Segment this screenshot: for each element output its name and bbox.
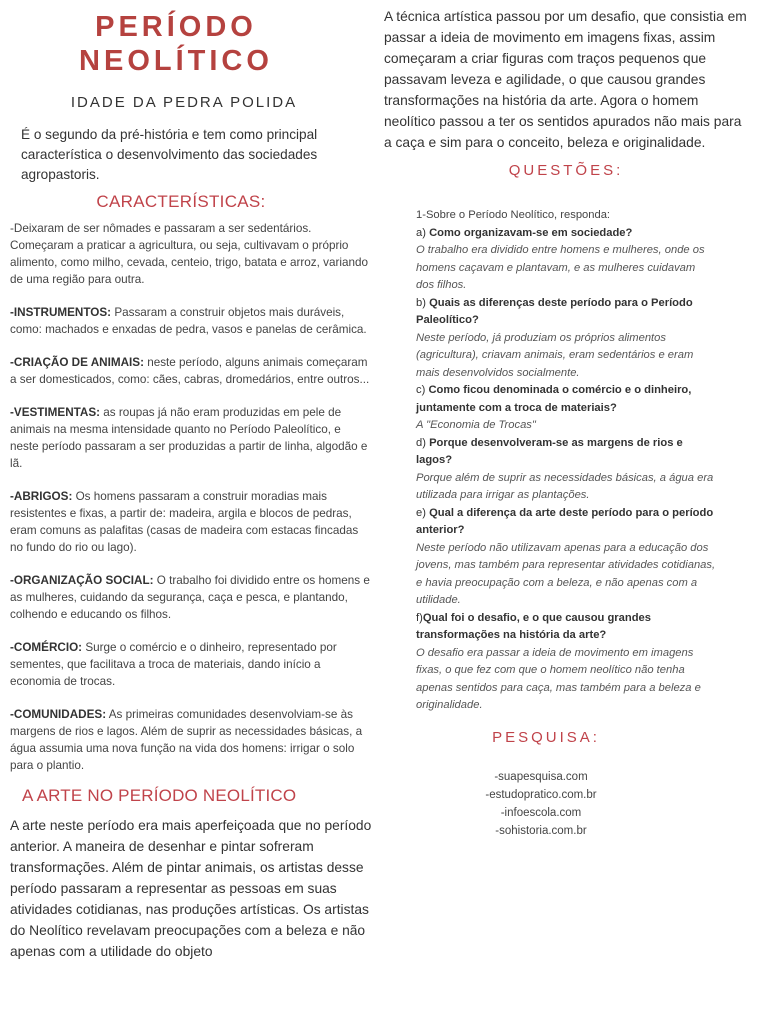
question: f)Qual foi o desafio, e o que causou grandes transformações na história da arte? [416,611,651,641]
characteristic-item: -CRIAÇÃO DE ANIMAIS: neste período, alguns animais começaram a ser domesticados, como: cães, cabras, dromedários, entre outros... [10,356,370,386]
left-column [10,10,372,962]
research-link: -sohistoria.com.br [495,824,587,837]
characteristic-item: -VESTIMENTAS: as roupas já não eram produzidas em pele de animais na mesma intensidade quanto no Período Paleolítico, e neste período passaram a ser produzidas a partir de linha, algodão e lã. [10,406,368,470]
characteristic-item: -Deixaram de ser nômades e passaram a ser sedentários. Começaram a praticar a agricultura, ou seja, cultivavam o próprio alimento, como milho, cevada, centeio, trigo, batata e arroz, variando de uma região para outra. [10,222,368,286]
answer: O desafio era passar a ideia de movimento em imagens fixas, o que fez com que o homem neolítico não tenha apenas sentidos para caça, mas também para a beleza e originalidade. [416,646,701,711]
research-link: -suapesquisa.com [494,770,588,783]
answer: Porque além de suprir as necessidades básicas, a água era utilizada para irrigar as plantações. [416,471,714,501]
characteristic-item: -COMÉRCIO: Surge o comércio e o dinheiro, representado por sementes, que facilitava a troca de materiais, dando início a economia de trocas. [10,641,337,688]
research-link: -estudopratico.com.br [485,788,597,801]
research-link: -infoescola.com [500,806,582,819]
question: b) Quais as diferenças deste período para o Período Paleolítico? [416,296,693,326]
title-line-1: PERÍODO [95,11,257,43]
question: c) Como ficou denominada o comércio e o dinheiro, juntamente com a troca de materiais? [416,384,692,414]
page-title [0,10,372,78]
art-heading: A ARTE NO PERÍODO NEOLÍTICO [22,786,297,805]
title-line-2: NEOLÍTICO [79,45,273,77]
art-paragraph-continued: A técnica artística passou por um desafio, que consistia em passar a ideia de movimento em imagens fixas, assim começaram a criar figuras com traços pequenos que passavam leveza e agilidade, o que causou grandes transformações na história da arte. Agora o homem neolítico passou a ter os sentidos apurados não mais para a caça e sim para o conceito, beleza e originalidade. [384,9,747,150]
answer: Neste período, já produziam os próprios alimentos (agricultura), criavam animais, eram sedentários e eram mais desenvolvidos socialmente. [416,331,694,379]
characteristics-heading: CARACTERÍSTICAS: [96,192,266,211]
characteristic-item: -ORGANIZAÇÃO SOCIAL: O trabalho foi dividido entre os homens e as mulheres, cuidando da segurança, caça e pesca, e plantando, colhendo e educando os filhos. [10,574,370,621]
research-heading: PESQUISA: [492,728,600,746]
characteristic-item: -ABRIGOS: Os homens passaram a construir moradias mais resistentes e fixas, a partir de: madeira, argila e blocos de pedras, eram comuns as palafitas (casas de madeira com estacas fincadas no fundo do rio ou lago). [10,490,359,554]
question: e) Qual a diferença da arte deste período para o período anterior? [416,506,714,536]
right-column [384,6,748,840]
question: d) Porque desenvolveram-se as margens de rios e lagos? [416,436,683,466]
page-subtitle: IDADE DA PEDRA POLIDA [70,94,298,111]
art-paragraph: A arte neste período era mais aperfeiçoada que no período anterior. A maneira de desenhar e pintar sofreram transformações. Além de pintar animais, os artistas desse período passaram a representar as pessoas em suas atividades cotidianas, nas produções artísticas. Os artistas do Neolítico revelavam preocupações com a beleza e não apenas com a utilidade do objeto [10,818,372,959]
questions-list [416,207,716,715]
question: a) Como organizavam-se em sociedade? [416,226,633,239]
characteristic-item: -INSTRUMENTOS: Passaram a construir objetos mais duráveis, como: machados e enxadas de pedra, vasos e panelas de cerâmica. [10,306,367,336]
research-links [334,768,748,840]
answer: A "Economia de Trocas" [416,419,536,431]
questions-heading: QUESTÕES: [508,162,624,179]
answer: Neste período não utilizavam apenas para a educação dos jovens, mas também para representar atividades cotidianas, e havia preocupação com a beleza, e não apenas com a utilidade. [416,541,716,606]
characteristics-list [10,220,372,774]
questions-intro: 1-Sobre o Período Neolítico, responda: [416,209,611,221]
answer: O trabalho era dividido entre homens e mulheres, onde os homens caçavam e plantavam, e as mulheres cuidavam dos filhos. [416,244,705,291]
intro-paragraph: É o segundo da pré-história e tem como principal característica o desenvolvimento das sociedades agropastoris. [21,127,318,182]
characteristic-item: -COMUNIDADES: As primeiras comunidades desenvolviam-se às margens de rios e lagos. Além de suprir as necessidades básicas, a água assumia uma nova função na vida dos homens: irrigar o solo para o plantio. [10,708,363,772]
